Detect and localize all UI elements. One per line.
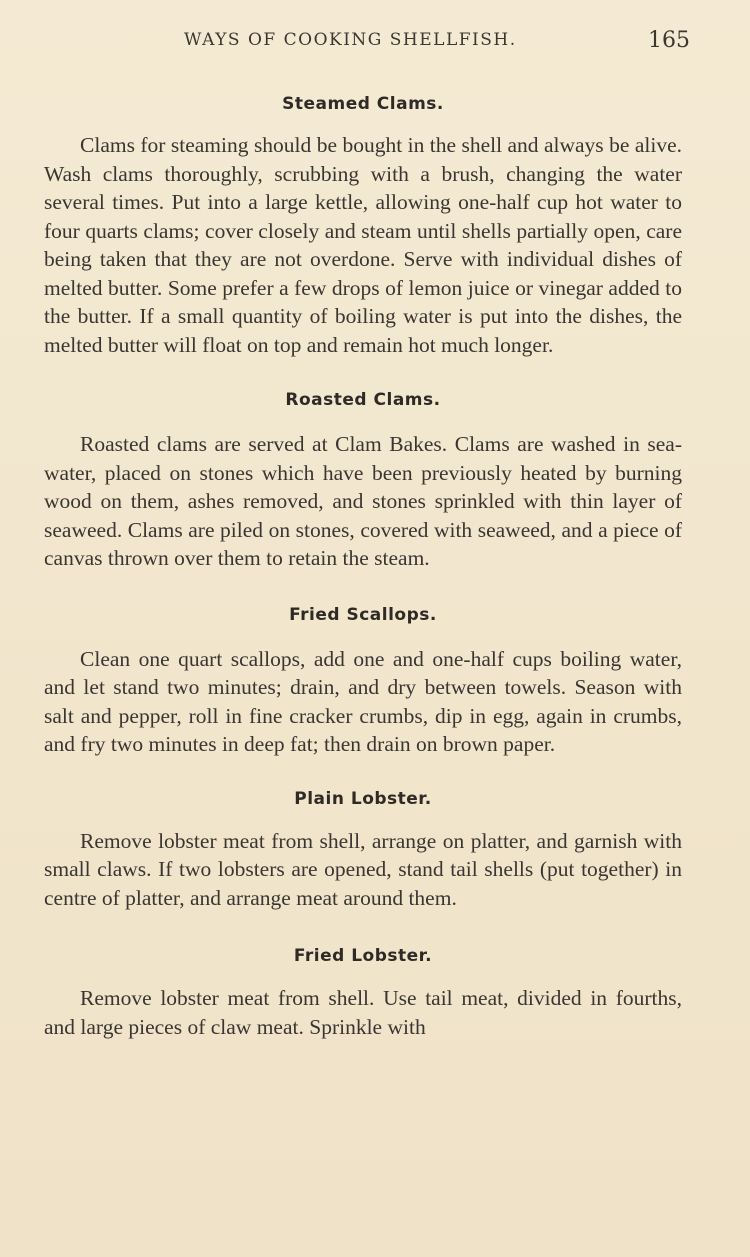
section-title-fried-lobster: Fried Lobster. <box>293 946 433 966</box>
section-body-fried-scallops: Clean one quart scallops, add one and one-half cups boiling water, and let stand two minutes; drain, and dry between towels. Season with salt and pepper, roll in fine cracker crumbs, dip in egg, again in crumbs, and fry two minutes in deep fat; then drain on brown paper. <box>44 646 682 756</box>
section-title-steamed-clams: Steamed Clams. <box>282 94 444 114</box>
page-content <box>44 90 682 1041</box>
running-title: WAYS OF COOKING SHELLFISH. <box>184 30 517 50</box>
section-title-plain-lobster: Plain Lobster. <box>294 788 432 809</box>
page-number: 165 <box>648 28 690 53</box>
section-body-steamed-clams: Clams for steaming should be bought in the shell and always be alive. Wash clams thoroughly, scrubbing with a brush, changing the water several times. Put into a large kettle, allowing one-half cup hot water to four quarts clams; cover closely and steam until shells partially open, care being taken that they are not overdone. Serve with individual dishes of melted butter. Some prefer a few drops of lemon juice or vinegar added to the butter. If a small quantity of boiling water is put into the dishes, the melted butter will float on top and remain hot much longer. <box>44 133 682 357</box>
section-title-fried-scallops: Fried Scallops. <box>289 604 437 625</box>
section-title-roasted-clams: Roasted Clams. <box>285 390 441 410</box>
section-body-roasted-clams: Roasted clams are served at Clam Bakes. Clams are washed in sea-water, placed on stones which have been previously heated by burning wood on them, ashes removed, and stones sprinkled with thin layer of seaweed. Clams are piled on stones, covered with seaweed, and a piece of canvas thrown over them to retain the steam. <box>44 432 682 570</box>
section-body-fried-lobster: Remove lobster meat from shell. Use tail meat, divided in fourths, and large pieces of claw meat. Sprinkle with <box>44 986 682 1039</box>
running-head <box>40 30 690 60</box>
section-body-plain-lobster: Remove lobster meat from shell, arrange on platter, and garnish with small claws. If two lobsters are opened, stand tail shells (put together) in centre of platter, and arrange meat around them. <box>44 828 682 910</box>
